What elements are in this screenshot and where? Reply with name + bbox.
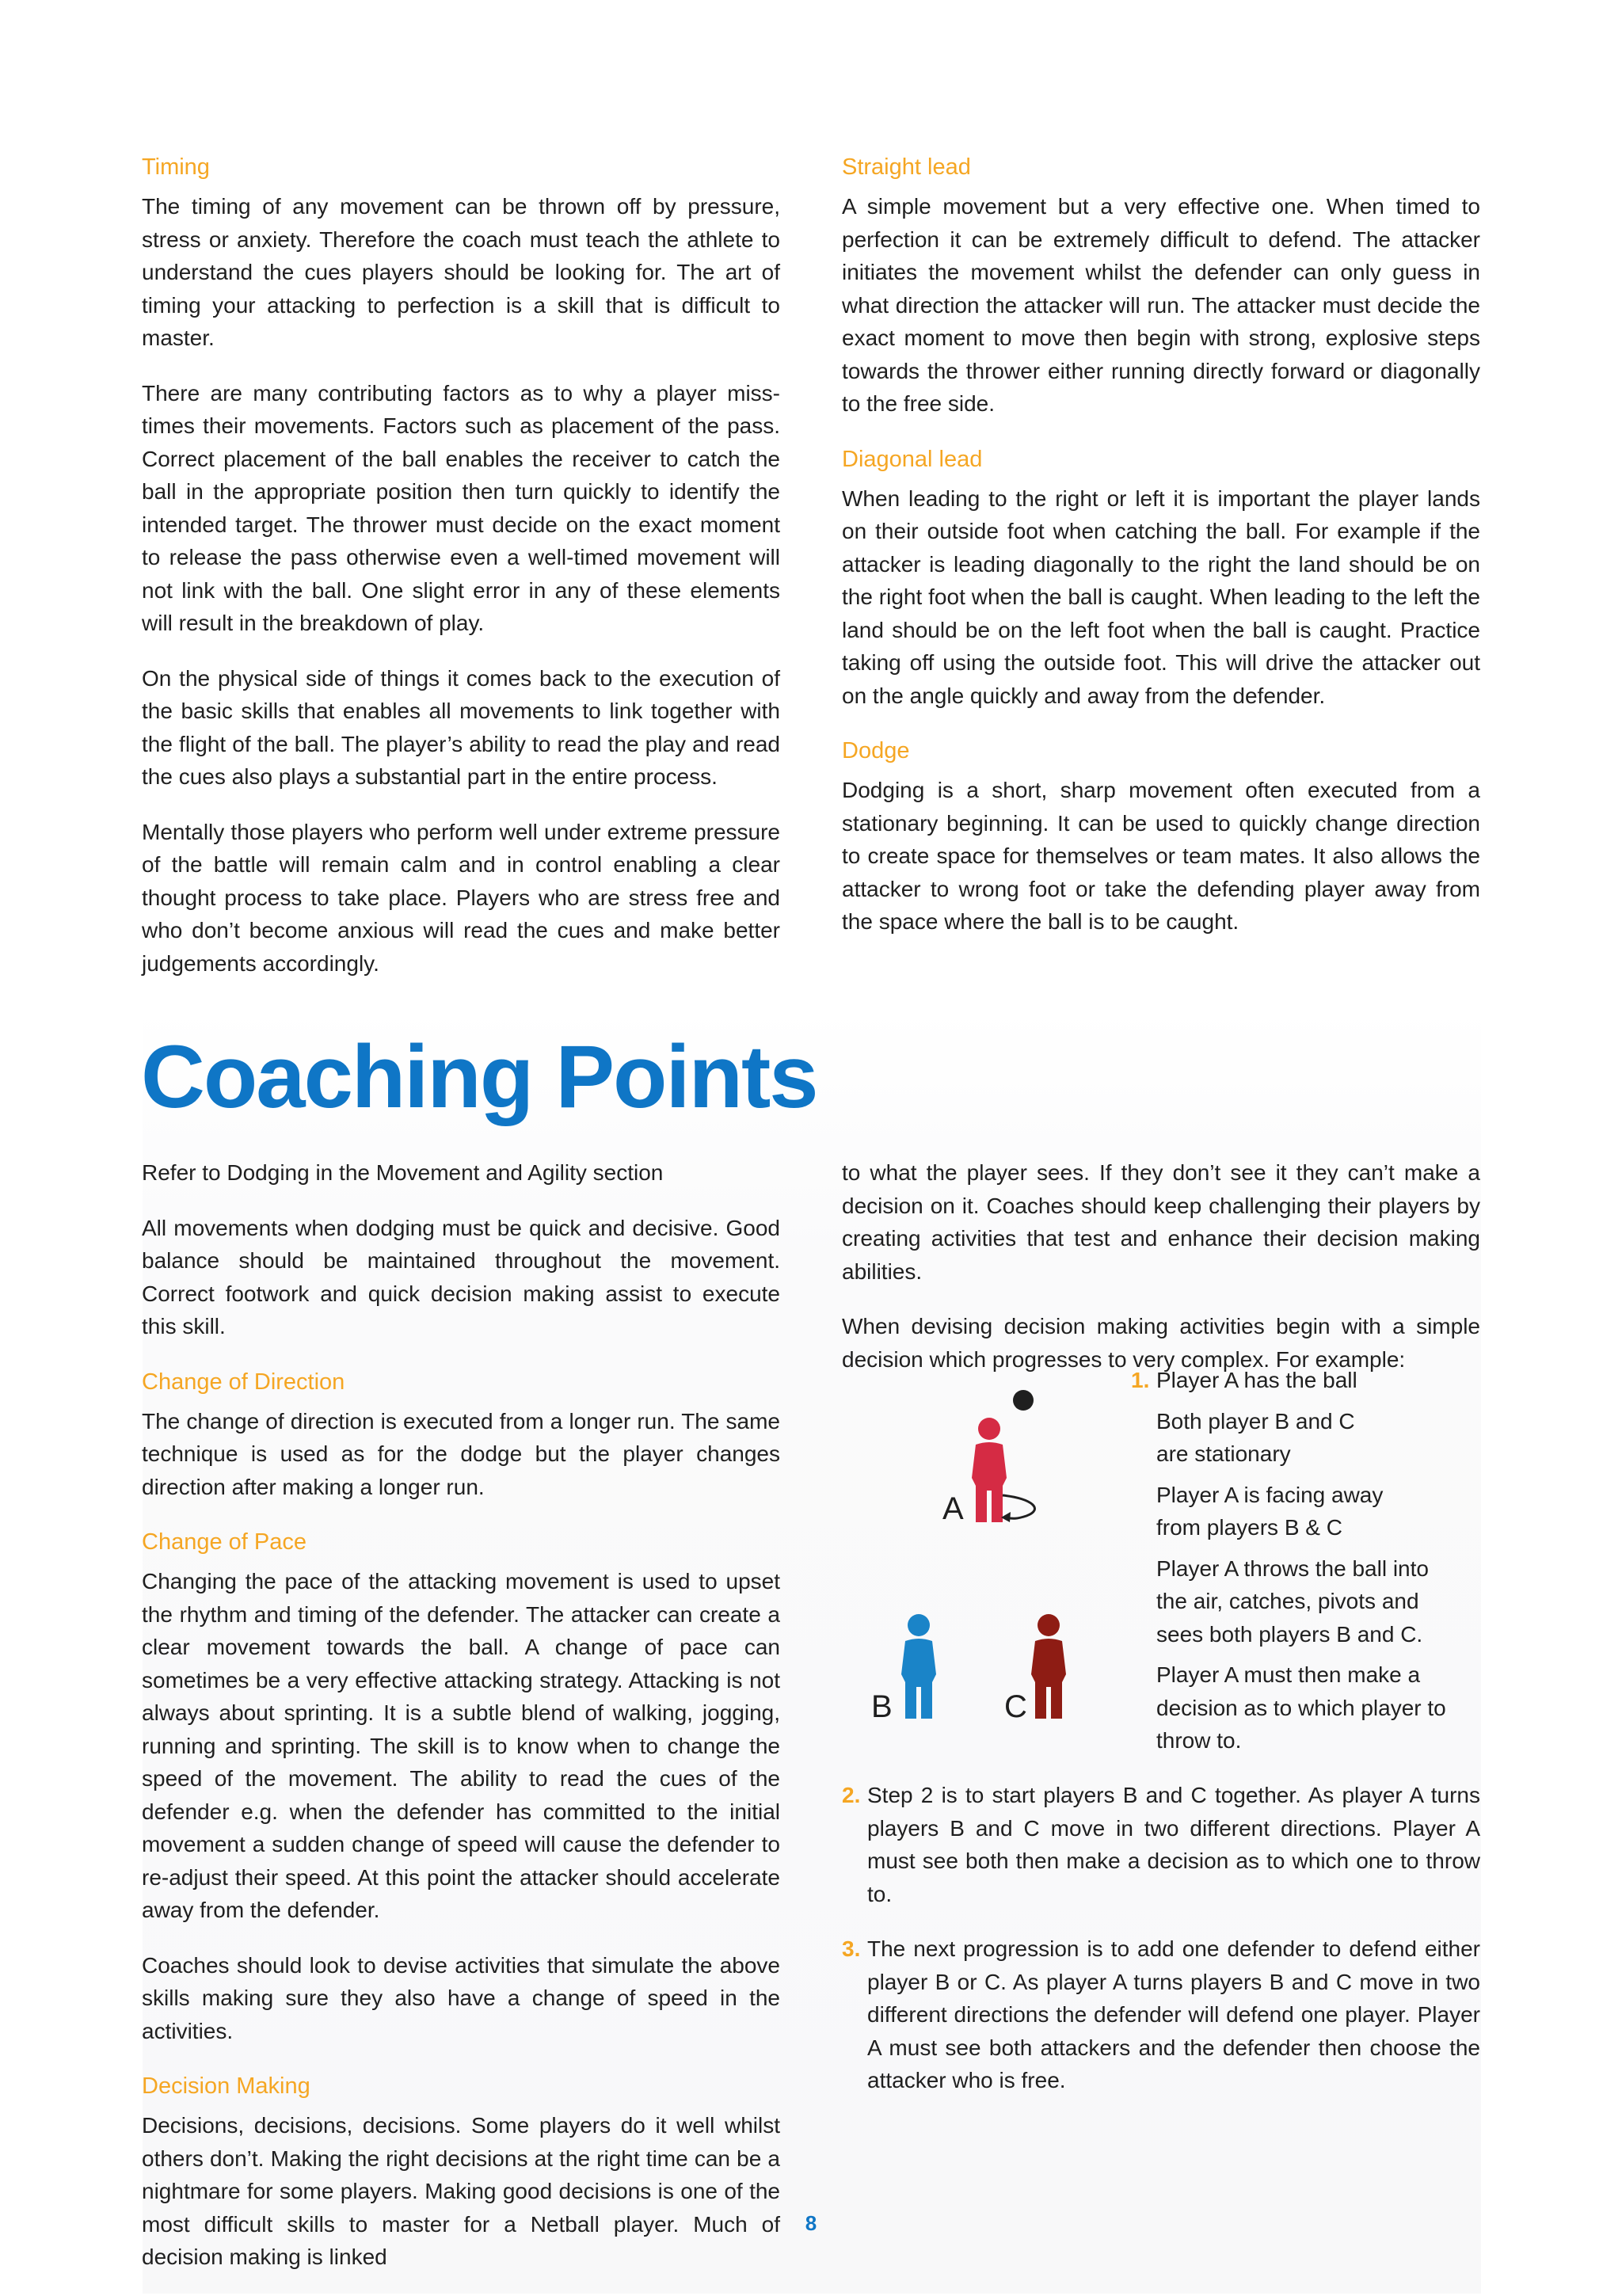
step-1-line-5: Player A must then make a decision as to which player to throw to.: [1156, 1662, 1446, 1753]
step-3-text: The next progression is to add one defender to defend either player B or C. As player A turns players B and C move in two different directions the defender will defend one player. Player A must see both attackers and the defender then choose the attacker who is free.: [867, 1936, 1480, 2092]
timing-paragraph-4: Mentally those players who perform well under extreme pressure of the battle will remain calm and in control enabling a clear thought process to take place. Players who are stress free and who don’t become anxious will read the cues and make better judgements accordingly.: [142, 819, 780, 976]
straight-lead-heading: Straight lead: [842, 154, 971, 180]
step-3-item: [842, 1932, 1480, 2097]
change-of-pace-paragraph: Changing the pace of the attacking movement is used to upset the rhythm and timing of the defender. The attacker can create a clear movement towards the ball. A change of pace can sometimes be a very effective attacking strategy. Attacking is not always about sprinting. It is a subtle blend of walking, jogging, running and sprinting. The skill is to know when to change the speed of the movement. The ability to read the cues of the defender e.g. when the defender has committed to the initial movement a sudden change of speed will cause the defender to re-adjust their speed. At this point the attacker should accelerate away from the defender.: [142, 1569, 780, 1922]
coaches-paragraph: Coaches should look to devise activities that simulate the above skills making sure they also have a change of speed in the activities.: [142, 1952, 780, 2043]
continued-paragraph: to what the player sees. If they don’t see it they can’t make a decision on it. Coaches should keep challenging their players by creating activities that test and enhance their decision making abilities.: [842, 1160, 1480, 1284]
change-of-pace-heading: Change of Pace: [142, 1529, 307, 1555]
decision-making-paragraph: Decisions, decisions, decisions. Some players do it well whilst others don’t. Making the right decisions at the right time can be a nightmare for some players. Making good decisions is one of the most difficult skills to master for a Netball player. Much of decision making is linked: [142, 2113, 780, 2269]
change-of-direction-heading: Change of Direction: [142, 1369, 345, 1395]
player-b-figure: [901, 1614, 936, 1719]
intro-reference: Refer to Dodging in the Movement and Agility section: [142, 1160, 664, 1185]
decision-making-heading: Decision Making: [142, 2073, 310, 2099]
intro-paragraph: All movements when dodging must be quick and decisive. Good balance should be maintained throughout the movement. Correct footwork and quick decision making assist to execute this skill.: [142, 1215, 780, 1338]
dodge-heading: Dodge: [842, 738, 910, 763]
section-title: Coaching Points: [141, 1027, 817, 1126]
step-1-line-2: Both player B and C are stationary: [1156, 1408, 1355, 1466]
step-3-number: 3.: [842, 1936, 861, 1961]
step-1-block: [1131, 1364, 1473, 1765]
page-number: 8: [805, 2211, 817, 2235]
timing-heading: Timing: [142, 154, 210, 180]
left-top-column: [142, 150, 780, 1002]
label-c: C: [1004, 1689, 1027, 1724]
ball-icon: [1013, 1390, 1034, 1411]
change-of-direction-paragraph: The change of direction is executed from a longer run. The same technique is used as for the dodge but the player changes direction after making a longer run.: [142, 1408, 780, 1499]
left-bottom-column: [142, 1156, 780, 2296]
diagonal-lead-paragraph: When leading to the right or left it is important the player lands on their outside foot when catching the ball. For example if the attacker is leading diagonally to the right the land should be on the right foot when the ball is caught. When leading to the left the land should be on the left foot when the ball is caught. Practice taking off using the outside foot. This will drive the attacker out on the angle quickly and away from the defender.: [842, 485, 1480, 708]
step-1-line-1: Player A has the ball: [1156, 1368, 1357, 1392]
player-c-figure: [1031, 1614, 1066, 1719]
dodge-paragraph: Dodging is a short, sharp movement often executed from a stationary beginning. It can be used to quickly change direction to create space for themselves or team mates. It also allows the attacker to wrong foot or take the defending player away from the space where the ball is to be caught.: [842, 778, 1480, 934]
timing-paragraph-2: There are many contributing factors as to why a player miss-times their movements. Factors such as placement of the pass. Correct placement of the ball enables the receiver to catch the ball in the appropriate position then turn quickly to identify the intended target. The thrower must decide on the exact moment to release the pass otherwise even a well-timed movement will not link with the ball. One slight error in any of these elements will result in the breakdown of play.: [142, 380, 780, 635]
step-1-line-3: Player A is facing away from players B & C: [1156, 1482, 1384, 1540]
timing-paragraph-3: On the physical side of things it comes back to the execution of the basic skills that enables all movements to link together with the flight of the ball. The player’s ability to read the play and read the cues also plays a substantial part in the entire process.: [142, 665, 780, 789]
label-b: B: [871, 1689, 893, 1724]
step-2-number: 2.: [842, 1783, 861, 1807]
steps-2-3-block: [842, 1779, 1480, 2119]
step-2-text: Step 2 is to start players B and C together. As player A turns players B and C move in two different directions. Player A must see both then make a decision as to which one to throw to.: [867, 1783, 1480, 1906]
timing-paragraph-1: The timing of any movement can be thrown off by pressure, stress or anxiety. Therefore the coach must teach the athlete to understand the cues players should be looking for. The art of timing your attacking to perfection is a skill that is difficult to master.: [142, 194, 780, 350]
diagonal-lead-heading: Diagonal lead: [842, 446, 983, 472]
devising-paragraph: When devising decision making activities begin with a simple decision which progresses to very complex. For example:: [842, 1314, 1480, 1372]
step-1-number: 1.: [1131, 1368, 1150, 1392]
player-a-figure: [972, 1418, 1007, 1522]
right-top-column: [842, 150, 1480, 961]
step-1-line-4: Player A throws the ball into the air, catches, pivots and sees both players B and C.: [1156, 1555, 1429, 1647]
label-a: A: [942, 1491, 964, 1526]
straight-lead-paragraph: A simple movement but a very effective one. When timed to perfection it can be extremely difficult to defend. The attacker initiates the movement whilst the defender can only guess in what direction the attacker will run. The attacker must decide the exact moment to move then begin with strong, explosive steps towards the thrower either running directly forward or diagonally to the free side.: [842, 194, 1480, 416]
step-2-item: [842, 1779, 1480, 1910]
right-bottom-column: [842, 1156, 1480, 1398]
player-diagram: [844, 1370, 1129, 1750]
